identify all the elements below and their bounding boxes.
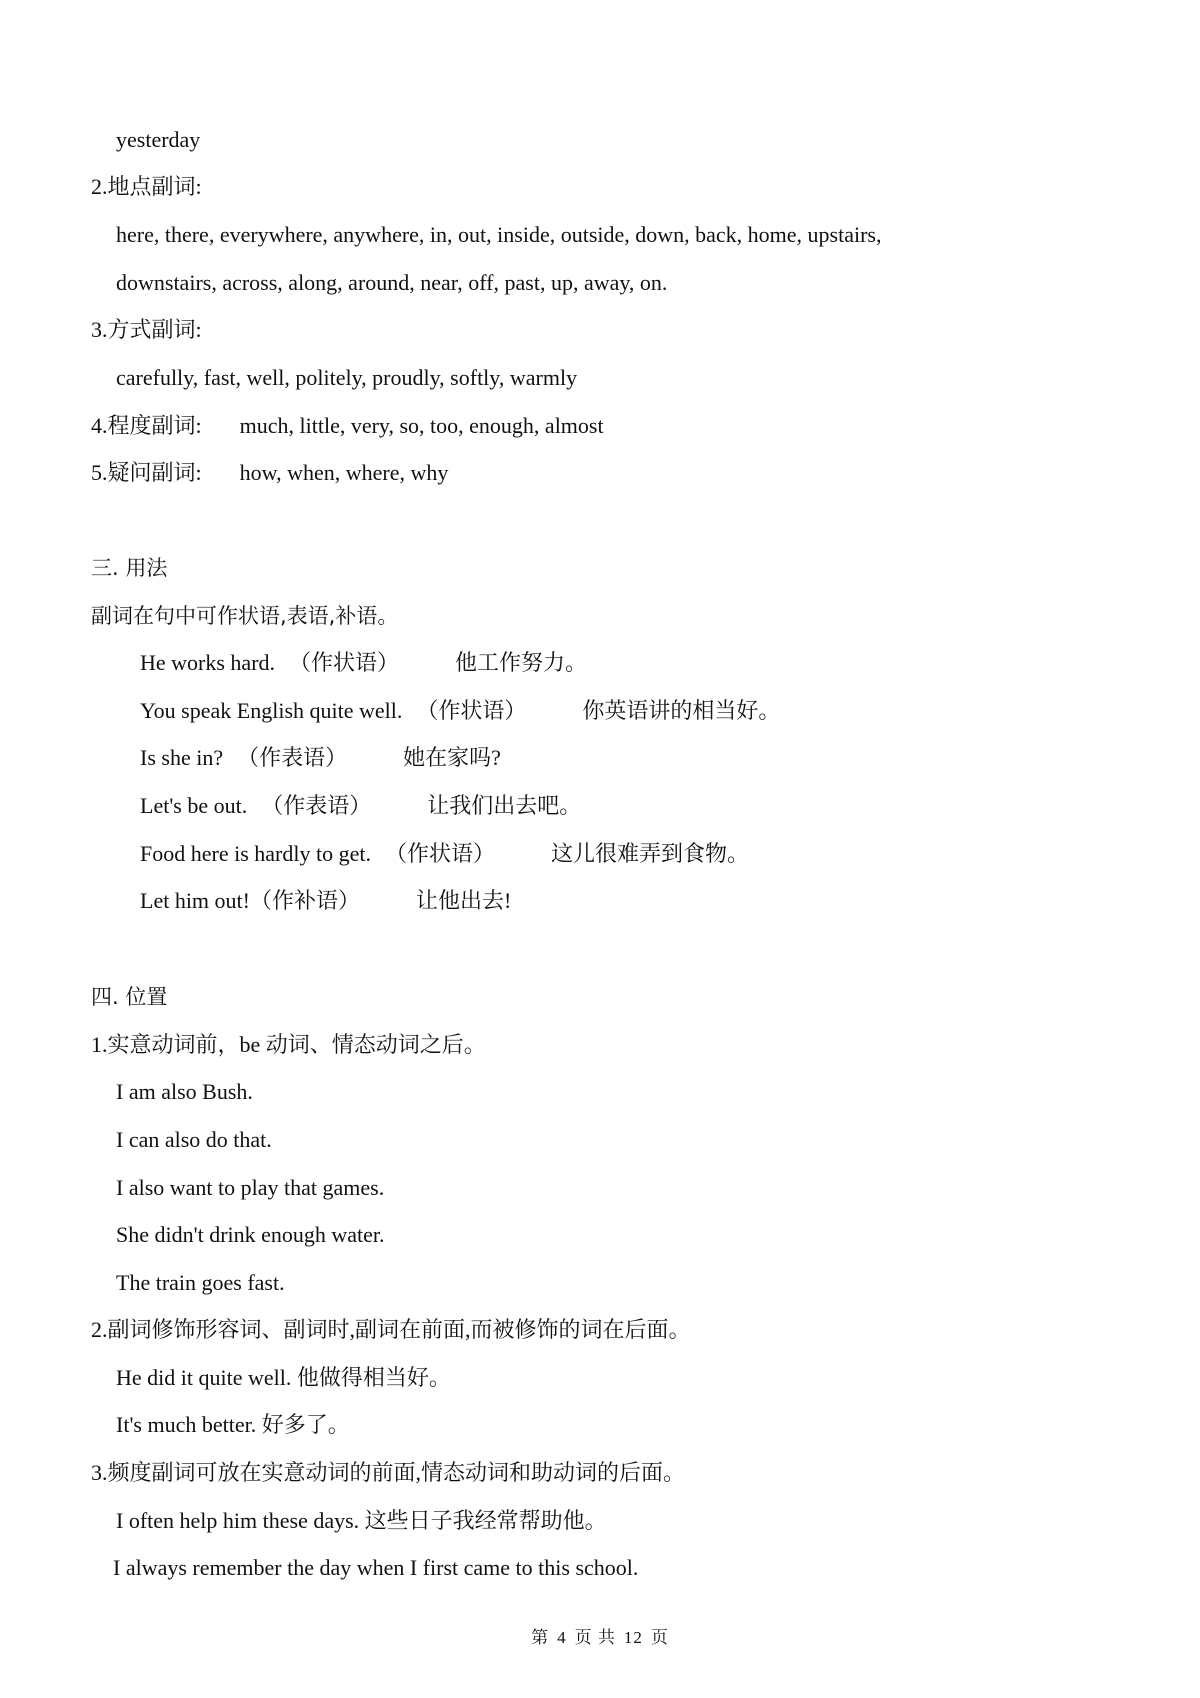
usage-example xyxy=(140,791,581,821)
usage-example-en: Is she in? xyxy=(140,745,224,770)
usage-example-en: You speak English quite well. xyxy=(140,698,403,723)
interrogative-adverbs xyxy=(91,458,448,488)
footer-total-pages: 12 xyxy=(623,1628,643,1647)
usage-example xyxy=(140,648,587,678)
interrogative-adverbs-words: how, when, where, why xyxy=(239,460,449,485)
place-adverbs-line2: downstairs, across, along, around, near, off, past, up, away, on. xyxy=(116,270,668,295)
usage-intro: 副词在句中可作状语,表语,补语。 xyxy=(91,604,399,628)
rule1-example: I am also Bush. xyxy=(116,1079,253,1104)
place-adverbs-title: 2.地点副词: xyxy=(91,174,202,199)
rule2-example-zh: 好多了。 xyxy=(261,1412,350,1437)
usage-example xyxy=(140,839,749,869)
usage-heading: 三. 用法 xyxy=(91,556,168,580)
manner-adverbs-line1: carefully, fast, well, politely, proudly, softly, warmly xyxy=(116,365,578,390)
usage-example xyxy=(140,743,501,773)
position-rule2: 2.副词修饰形容词、副词时,副词在前面,而被修饰的词在后面。 xyxy=(91,1317,691,1342)
rule2-example-zh: 他做得相当好。 xyxy=(296,1365,451,1390)
place-adverbs-line1: here, there, everywhere, anywhere, in, out, inside, outside, down, back, home, upstairs, xyxy=(116,222,882,247)
rule1-example: The train goes fast. xyxy=(116,1270,285,1295)
usage-example-role: （作表语） xyxy=(237,745,348,770)
usage-example-zh: 这儿很难弄到食物。 xyxy=(550,841,749,866)
rule1-example: I also want to play that games. xyxy=(116,1175,385,1200)
usage-example xyxy=(140,696,780,726)
usage-example-role: （作状语） xyxy=(289,650,400,675)
degree-adverbs-words: much, little, very, so, too, enough, almost xyxy=(239,413,604,438)
footer-suffix: 页 xyxy=(650,1628,669,1647)
usage-example-en: Let's be out. xyxy=(140,793,248,818)
usage-example-zh: 让他出去! xyxy=(416,888,512,913)
rule2-example-en: He did it quite well. xyxy=(116,1365,292,1390)
footer-middle: 页 共 xyxy=(574,1628,616,1647)
usage-example-zh: 你英语讲的相当好。 xyxy=(582,698,781,723)
rule2-example xyxy=(116,1363,451,1393)
time-list-tail: yesterday xyxy=(116,127,201,152)
rule1-example: I can also do that. xyxy=(116,1127,272,1152)
rule2-example-en: It's much better. xyxy=(116,1412,257,1437)
usage-example-zh: 他工作努力。 xyxy=(455,650,588,675)
usage-example xyxy=(140,886,511,916)
position-rule1: 1.实意动词前，be 动词、情态动词之后。 xyxy=(91,1032,486,1057)
usage-example-role: （作状语） xyxy=(416,698,527,723)
rule3-example xyxy=(116,1506,607,1536)
interrogative-adverbs-title: 5.疑问副词: xyxy=(91,460,202,485)
usage-example-en: Food here is hardly to get. xyxy=(140,841,371,866)
usage-example-zh: 她在家吗? xyxy=(403,745,501,770)
usage-example-role: （作状语） xyxy=(384,841,495,866)
position-heading: 四. 位置 xyxy=(91,985,168,1009)
page-footer xyxy=(0,1626,1200,1650)
usage-example-en: Let him out! xyxy=(140,888,250,913)
usage-example-zh: 让我们出去吧。 xyxy=(427,793,582,818)
usage-example-en: He works hard. xyxy=(140,650,276,675)
rule3-example-en: I always remember the day when I first came to this school. xyxy=(113,1555,639,1580)
rule3-example xyxy=(113,1553,638,1583)
degree-adverbs xyxy=(91,411,604,441)
degree-adverbs-title: 4.程度副词: xyxy=(91,413,202,438)
footer-page-number: 4 xyxy=(557,1628,567,1647)
manner-adverbs-title: 3.方式副词: xyxy=(91,317,202,342)
usage-example-role: （作补语） xyxy=(249,888,360,913)
rule2-example xyxy=(116,1410,350,1440)
rule1-example: She didn't drink enough water. xyxy=(116,1222,385,1247)
rule3-example-zh: 这些日子我经常帮助他。 xyxy=(364,1508,607,1533)
rule3-example-en: I often help him these days. xyxy=(116,1508,360,1533)
usage-example-role: （作表语） xyxy=(261,793,372,818)
position-rule3: 3.频度副词可放在实意动词的前面,情态动词和助动词的后面。 xyxy=(91,1460,686,1485)
footer-prefix: 第 xyxy=(531,1628,550,1647)
